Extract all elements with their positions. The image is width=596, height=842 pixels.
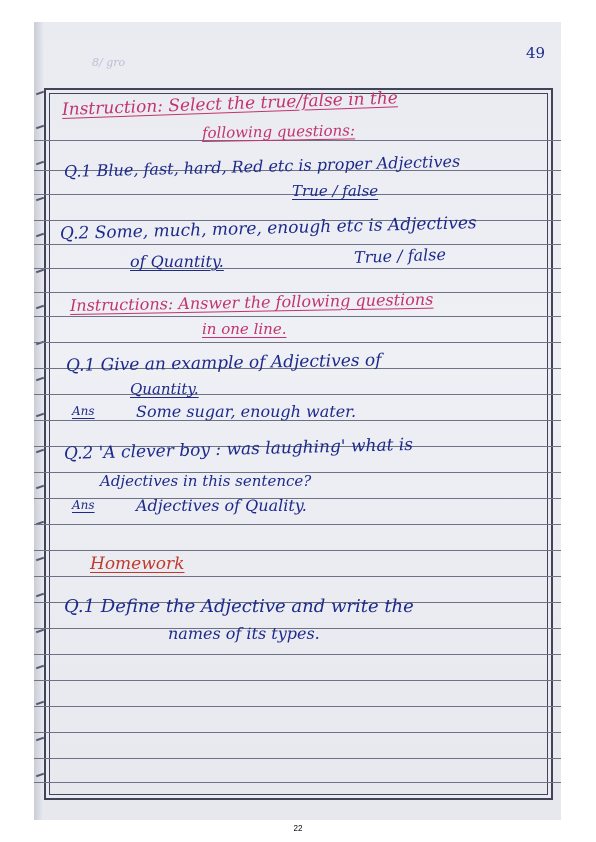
answer-1-truefalse: True / false [292, 182, 379, 200]
ruled-line [34, 244, 561, 245]
ruled-line [34, 706, 561, 707]
ruled-line [34, 394, 561, 395]
page-number: 49 [526, 44, 546, 62]
ruled-line [34, 654, 561, 655]
page-footer-number: 22 [293, 824, 303, 833]
ruled-line [34, 680, 561, 681]
instruction-heading-2: Instructions: Answer the following questions [69, 289, 434, 315]
ruled-line [34, 758, 561, 759]
question-1-short-cont: Quantity. [130, 380, 199, 398]
ruled-line [34, 782, 561, 783]
question-1-truefalse: Q.1 Blue, fast, hard, Red etc is proper Adjectives [63, 151, 461, 181]
ruled-line [34, 550, 561, 551]
instruction-heading-2-cont: in one line. [202, 320, 287, 338]
question-2-truefalse: Q.2 Some, much, more, enough etc is Adjectives [59, 213, 477, 244]
ruled-line [34, 524, 561, 525]
homework-question-1-cont: names of its types. [168, 624, 320, 643]
answer-2-short: Adjectives of Quality. [136, 496, 307, 515]
answer-2-truefalse: True / false [353, 244, 447, 267]
ruled-line [34, 342, 561, 343]
answer-label-1: Ans [72, 404, 95, 418]
homework-heading: Homework [90, 554, 185, 574]
question-2-short-cont: Adjectives in this sentence? [100, 472, 312, 490]
ruled-line [34, 576, 561, 577]
answer-1-short: Some sugar, enough water. [136, 402, 357, 421]
question-1-short: Q.1 Give an example of Adjectives of [65, 350, 382, 376]
faint-page-mark: 8/ gro [92, 56, 126, 69]
homework-question-1: Q.1 Define the Adjective and write the [64, 596, 414, 617]
notebook-photo [34, 22, 561, 820]
answer-label-2: Ans [72, 498, 95, 512]
instruction-heading-1-cont: following questions: [201, 121, 356, 142]
question-2-truefalse-cont: of Quantity. [130, 252, 224, 271]
ruled-line [34, 268, 561, 269]
ruled-line [34, 316, 561, 317]
question-2-short: Q.2 'A clever boy : was laughing' what is [63, 434, 414, 464]
instruction-heading-1: Instruction: Select the true/false in the [61, 88, 399, 120]
ruled-line [34, 732, 561, 733]
